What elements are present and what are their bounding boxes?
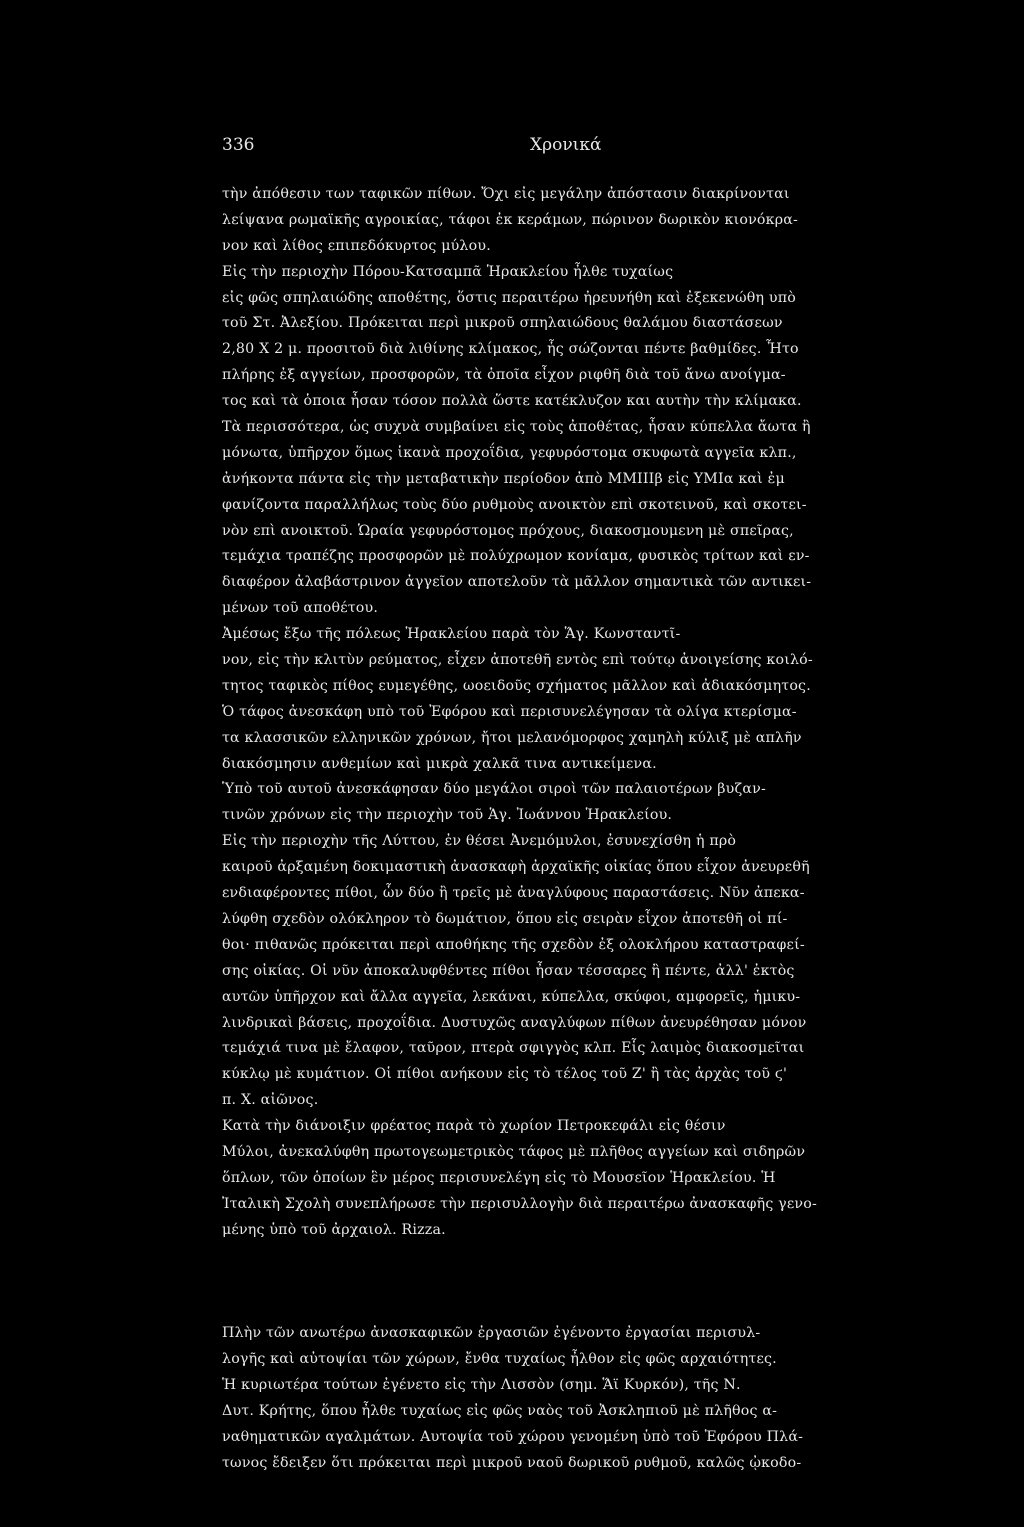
text-line: λινδρικαὶ βάσεις, προχοΐδια. Δυστυχῶς αναγλύφων πίθων ἀνευρέθησαν μόνον (222, 1014, 807, 1031)
text-line: καιροῦ ἀρξαμένη δοκιμαστικὴ ἀνασκαφὴ ἀρχαϊκῆς οἰκίας ὅπου εἶχον ἀνευρεθῆ (222, 859, 810, 876)
text-line: Ὁ τάφος ἀνεσκάφη υπὸ τοῦ Ἐφόρου καὶ περισυνελέγησαν τὰ ολίγα κτερίσμα- (222, 703, 797, 720)
text-line: ὅπλων, τῶν ὁποίων ἓν μέρος περισυνελέγη εἰς τὸ Μουσεῖον Ἡρακλείου. Ἡ (222, 1169, 776, 1186)
text-line: λύφθη σχεδὸν ολόκληρον τὸ δωμάτιον, ὅπου εἰς σειρὰν εἶχον ἀποτεθῆ οἱ πί- (222, 910, 788, 927)
text-line: τεμάχιά τινα μὲ ἔλαφον, ταῦρον, πτερὰ σφιγγὸς κλπ. Εἷς λαιμὸς διακοσμεῖται (222, 1040, 805, 1057)
text-line: ἀνήκοντα πάντα εἰς τὴν μεταβατικὴν περίοδον ἀπὸ ΜΜΙΙΙβ εἰς ΥΜΙα καὶ ἐμ (222, 470, 785, 487)
page-number: 336 (222, 135, 255, 155)
text-line: Πλὴν τῶν ανωτέρω ἀνασκαφικῶν ἐργασιῶν ἐγένοντο ἐργασίαι περισυλ- (222, 1325, 761, 1342)
text-line (222, 1244, 904, 1270)
text-line: λείψανα ρωμαϊκῆς αγροικίας, τάφοι ἐκ κεράμων, πώρινον δωρικὸν κιονόκρα- (222, 211, 799, 228)
paragraph-gap (222, 1269, 904, 1321)
text-line: Εἰς τὴν περιοχὴν Πόρου-Κατσαμπᾶ Ἡρακλείου ἦλθε τυχαίως (222, 263, 674, 280)
text-line: νον, εἰς τὴν κλιτὺν ρεύματος, εἶχεν ἀποτεθῆ εντὸς επὶ τούτῳ ἀνοιγείσης κοιλό- (222, 652, 813, 669)
text-line: νον καὶ λίθος επιπεδόκυρτος μύλου. (222, 237, 491, 254)
text-line: μόνωτα, ὑπῆρχον ὅμως ἱκανὰ προχοΐδια, γεφυρόστομα σκυφωτὰ αγγεῖα κλπ., (222, 444, 797, 461)
text-line: τητος ταφικὸς πίθος ευμεγέθης, ωοειδοῦς σχήματος μᾶλλον καὶ ἀδιακόσμητος. (222, 677, 811, 694)
body-text (222, 182, 904, 1477)
text-line: λογῆς καὶ αὐτοψίαι τῶν χώρων, ἔνθα τυχαίως ἦλθον εἰς φῶς αρχαιότητες. (222, 1351, 777, 1368)
text-line: κύκλῳ μὲ κυμάτιον. Οἱ πίθοι ανήκουν εἰς τὸ τέλος τοῦ Ζ' ἢ τὰς ἀρχὰς τοῦ ϛ' (222, 1066, 788, 1083)
text-line: Δυτ. Κρήτης, ὅπου ἦλθε τυχαίως εἰς φῶς ναὸς τοῦ Ἀσκληπιοῦ μὲ πλῆθος α- (222, 1403, 778, 1420)
text-line: Ἰταλικὴ Σχολὴ συνεπλήρωσε τὴν περισυλλογὴν διὰ περαιτέρω ἀνασκαφῆς γενο- (222, 1195, 817, 1212)
text-line: τοῦ Στ. Ἀλεξίου. Πρόκειται περὶ μικροῦ σπηλαιώδους θαλάμου διαστάσεων (222, 315, 783, 332)
text-line: τεμάχια τραπέζης προσφορῶν μὲ πολύχρωμον κονίαμα, φυσικὸς τρίτων καὶ εν- (222, 548, 810, 565)
text-line: τος καὶ τὰ ὁποια ἦσαν τόσον πολλὰ ὥστε κατέκλυζον και αυτὴν τὴν κλίμακα. (222, 393, 802, 410)
text-line: σης οἰκίας. Οἱ νῦν ἀποκαλυφθέντες πίθοι ἦσαν τέσσαρες ἢ πέντε, ἀλλ' ἐκτὸς (222, 962, 795, 979)
text-line: Εἰς τὴν περιοχὴν τῆς Λύττου, ἐν θέσει Ἀνεμόμυλοι, ἐσυνεχίσθη ἡ πρὸ (222, 833, 737, 850)
text-line: τα κλασσικῶν ελληνικῶν χρόνων, ἤτοι μελανόμορφος χαμηλὴ κύλιξ μὲ απλῆν (222, 729, 802, 746)
text-line: Τὰ περισσότερα, ὡς συχνὰ συμβαίνει εἰς τοὺς ἀποθέτας, ἦσαν κύπελλα ἄωτα ἢ (222, 419, 811, 436)
text-line: 2,80 X 2 μ. προσιτοῦ διὰ λιθίνης κλίμακος, ἧς σώζονται πέντε βαθμίδες. Ἦτο (222, 341, 799, 358)
text-line: τωνος ἔδειξεν ὅτι πρόκειται περὶ μικροῦ ναοῦ δωρικοῦ ρυθμοῦ, καλῶς ᾠκοδο- (222, 1454, 802, 1471)
text-line: Κατὰ τὴν διάνοιξιν φρέατος παρὰ τὸ χωρίον Πετροκεφάλι εἰς θέσιν (222, 1118, 726, 1135)
text-line: π. Χ. αἰῶνος. (222, 1092, 319, 1109)
text-line: Ἀμέσως ἔξω τῆς πόλεως Ἡρακλείου παρὰ τὸν Ἅγ. Κωνσταντῖ- (222, 626, 681, 643)
text-line: θοι· πιθανῶς πρόκειται περὶ αποθήκης τῆς σχεδὸν ἐξ ολοκλήρου καταστραφεί- (222, 936, 805, 953)
text-line: αυτῶν ὑπῆρχον καὶ ἄλλα αγγεῖα, λεκάναι, κύπελλα, σκύφοι, αμφορεῖς, ἡμικυ- (222, 988, 801, 1005)
text-line: φανίζοντα παραλλήλως τοὺς δύο ρυθμοὺς ανοικτὸν επὶ σκοτεινοῦ, καὶ σκοτει- (222, 496, 807, 513)
text-line: νὸν επὶ ανοικτοῦ. Ὡραία γεφυρόστομος πρόχους, διακοσμουμενη μὲ σπεῖρας, (222, 522, 794, 539)
text-line: τὴν ἀπόθεσιν των ταφικῶν πίθων. Ὄχι εἰς μεγάλην ἀπόστασιν διακρίνονται (222, 186, 790, 202)
running-title: Χρονικά (530, 135, 602, 155)
text-line: εἰς φῶς σπηλαιώδης αποθέτης, ὅστις περαιτέρω ἠρευνήθη καὶ ἐξεκενώθη υπὸ (222, 289, 797, 306)
text-line: μένης ὑπὸ τοῦ ἀρχαιολ. Rizza. (222, 1221, 446, 1238)
text-line: Ἡ κυριωτέρα τούτων ἐγένετο εἰς τὴν Λισσὸν (σημ. Ἅϊ Κυρκόν), τῆς Ν. (222, 1377, 741, 1394)
text-line: ναθηματικῶν αγαλμάτων. Αυτοψία τοῦ χώρου γενομένη ὑπὸ τοῦ Ἐφόρου Πλά- (222, 1428, 804, 1445)
text-line: ενδιαφέροντες πίθοι, ὧν δύο ἢ τρεῖς μὲ ἀναγλύφους παραστάσεις. Νῦν ἀπεκα- (222, 885, 805, 902)
page-header (222, 132, 902, 158)
text-line: μένων τοῦ αποθέτου. (222, 600, 379, 617)
text-line: τινῶν χρόνων εἰς τὴν περιοχὴν τοῦ Ἁγ. Ἰωάννου Ἡρακλείου. (222, 807, 673, 824)
text-line: διακόσμησιν ανθεμίων καὶ μικρὰ χαλκᾶ τινα αντικείμενα. (222, 755, 657, 772)
text-line: Ὑπὸ τοῦ αυτοῦ ἀνεσκάφησαν δύο μεγάλοι σιροὶ τῶν παλαιοτέρων βυζαν- (222, 781, 766, 798)
text-line: διαφέρον ἀλαβάστρινον ἀγγεῖον αποτελοῦν τὰ μᾶλλον σημαντικὰ τῶν αντικει- (222, 574, 812, 591)
text-line: Μύλοι, ἀνεκαλύφθη πρωτογεωμετρικὸς τάφος μὲ πλῆθος αγγείων καὶ σιδηρῶν (222, 1143, 806, 1160)
text-line: πλήρης ἐξ αγγείων, προσφορῶν, τὰ ὁποῖα εἶχον ριφθῆ διὰ τοῦ ἄνω ανοίγμα- (222, 367, 786, 384)
